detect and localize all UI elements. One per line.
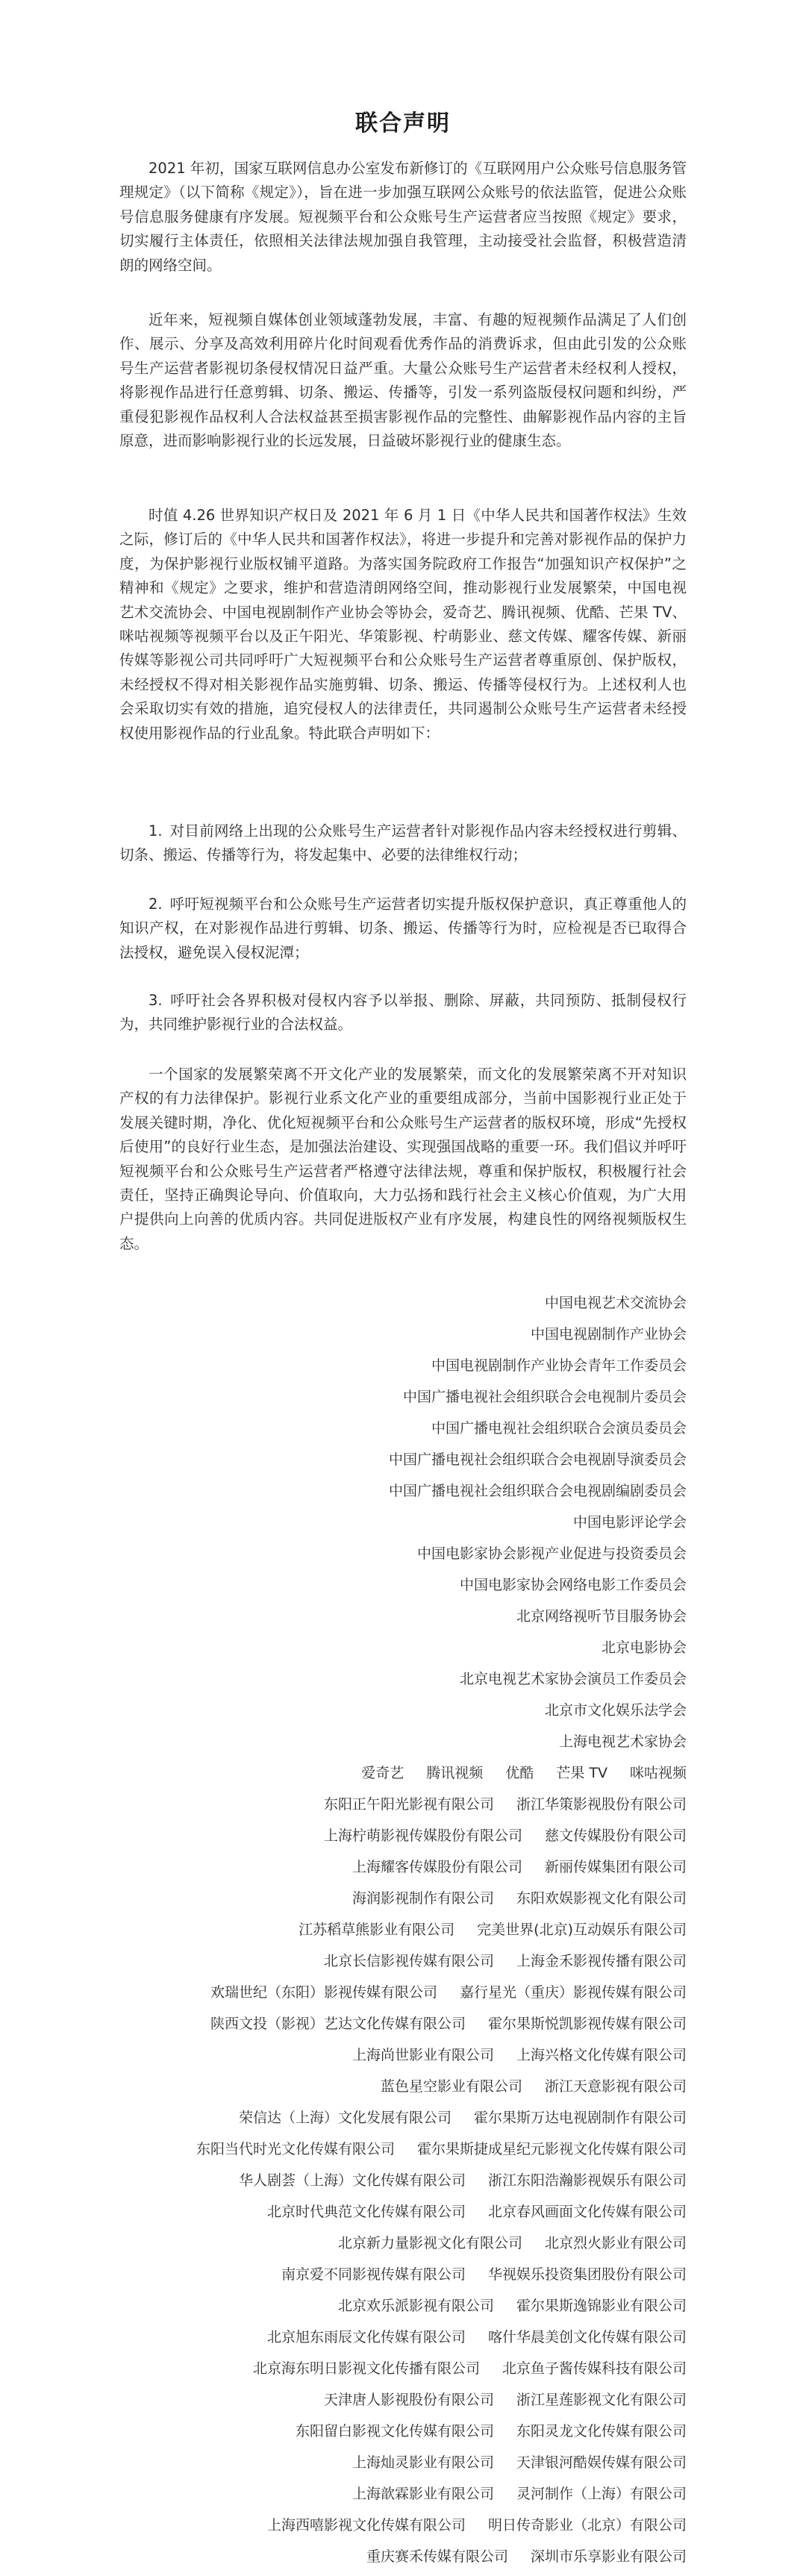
- signatory-row: [90, 2133, 687, 2165]
- signatory-name: 完美世界(北京)互动娱乐有限公司: [477, 1922, 687, 1938]
- signatory-name: 北京鱼子酱传媒科技有限公司: [502, 2360, 687, 2377]
- signatory-row: [90, 2447, 687, 2478]
- statement-item-2: 2. 呼吁短视频平台和公众账号生产运营者切实提升版权保护意识，真正尊重他人的知识产权，在对影视作品进行剪辑、切条、搬运、传播等行为时，应检视是否已取得合法授权，避免误入侵权泥潭；: [119, 895, 687, 961]
- signatory-row: [90, 2228, 687, 2259]
- signatory-name: 陕西文投（影视）艺达文化传媒有限公司: [210, 2016, 466, 2032]
- signatory-row: [90, 2384, 687, 2416]
- signatory-row: [90, 1663, 687, 1695]
- signatory-row: [90, 2165, 687, 2196]
- signatory-name: 浙江天意影视有限公司: [544, 2078, 687, 2095]
- signatory-name: 北京海东明日影视文化传播有限公司: [252, 2360, 480, 2377]
- signatory-name: 北京电视艺术家协会演员工作委员会: [459, 1671, 687, 1687]
- signatory-name: 北京时代典范文化传媒有限公司: [266, 2204, 466, 2220]
- signatory-row: [90, 1601, 687, 1632]
- signatory-row: [90, 1569, 687, 1601]
- signatory-name: 中国广播电视社会组织联合会演员委员会: [431, 1420, 687, 1437]
- signatory-name: 上海柠萌影视传媒股份有限公司: [323, 1828, 522, 1844]
- signatory-row: [90, 1538, 687, 1569]
- signatory-name: 芒果 TV: [556, 1765, 607, 1781]
- signatory-name: 中国电视剧制作产业协会青年工作委员会: [431, 1357, 687, 1374]
- signatory-row: [90, 1914, 687, 1945]
- signatory-row: [90, 2541, 687, 2572]
- signatory-name: 嘉行星光（重庆）影视传媒有限公司: [459, 1984, 687, 2001]
- signatory-name: 天津唐人影视股份有限公司: [323, 2392, 494, 2408]
- signatory-row: [90, 2008, 687, 2039]
- signatory-row: [90, 1632, 687, 1663]
- signatory-row: [90, 1381, 687, 1413]
- signatory-row: [90, 2071, 687, 2102]
- signatory-name: 深圳市乐享影业有限公司: [530, 2548, 687, 2565]
- signatory-name: 上海电视艺术家协会: [558, 1734, 687, 1750]
- signatory-row: [90, 2353, 687, 2384]
- signatory-name: 上海金禾影视传播有限公司: [516, 1953, 687, 1969]
- paragraph-occasion: 时值 4.26 世界知识产权日及 2021 年 6 月 1 日《中华人民共和国著作权法》生效之际，修订后的《中华人民共和国著作权法》，将进一步提升和完善对影视作品的保护力度，为保护影视行业版权铺平道路。为落实国务院政府工作报告“加强知识产权保护”之精神和《规定》之要求，维护和营造清朗网络空间，推动影视行业发展繁荣，中国电视艺术交流协会、中国电视剧制作产业协会等协会，爱奇艺、腾讯视频、优酷、芒果 TV、咪咕视频等视频平台以及正午阳光、华策影视、柠萌影业、慈文传媒、耀客传媒、新丽传媒等影视公司共同呼吁广大短视频平台和公众账号生产运营者尊重原创、保护版权，未经授权不得对相关影视作品实施剪辑、切条、搬运、传播等侵权行为。上述权利人也会采取切实有效的措施，追究侵权人的法律责任，共同遏制公众账号生产运营者未经授权使用影视作品的行业乱象。特此联合声明如下：: [119, 507, 687, 742]
- signatory-row: [90, 1475, 687, 1507]
- signatory-row: [90, 2322, 687, 2353]
- signatory-name: 南京爱不同影视传媒有限公司: [281, 2266, 466, 2283]
- signatory-name: 上海兴格文化传媒有限公司: [516, 2047, 687, 2063]
- signatories-list: [90, 1287, 687, 2572]
- signatory-name: 霍尔果斯捷成星纪元影视文化传媒有限公司: [416, 2141, 687, 2157]
- signatory-name: 中国广播电视社会组织联合会电视剧导演委员会: [388, 1451, 687, 1468]
- signatory-row: [90, 1977, 687, 2008]
- signatory-row: [90, 2510, 687, 2541]
- signatory-name: 北京长信影视传媒有限公司: [323, 1953, 494, 1969]
- signatory-name: 东阳正午阳光影视有限公司: [323, 1796, 494, 1813]
- signatory-name: 中国广播电视社会组织联合会电视剧编剧委员会: [388, 1483, 687, 1499]
- signatory-name: 浙江东阳浩瀚影视娱乐有限公司: [487, 2172, 687, 2189]
- signatory-row: [90, 2196, 687, 2228]
- signatory-row: [90, 2039, 687, 2071]
- signatory-name: 中国电影家协会网络电影工作委员会: [459, 1577, 687, 1593]
- signatory-name: 北京电影协会: [601, 1639, 687, 1656]
- signatory-name: 东阳当代时光文化传媒有限公司: [196, 2141, 395, 2157]
- signatory-row: [90, 2259, 687, 2290]
- signatory-name: 浙江星莲影视文化有限公司: [516, 2392, 687, 2408]
- signatory-name: 霍尔果斯万达电视剧制作有限公司: [473, 2110, 687, 2126]
- signatory-row: [90, 1319, 687, 1350]
- signatory-name: 爱奇艺: [361, 1765, 404, 1781]
- signatory-name: 慈文传媒股份有限公司: [544, 1828, 687, 1844]
- signatory-row: [90, 1695, 687, 1726]
- signatory-name: 华人剧荟（上海）文化传媒有限公司: [238, 2172, 466, 2189]
- signatory-row: [90, 1883, 687, 1914]
- signatory-name: 新丽传媒集团有限公司: [544, 1859, 687, 1875]
- signatory-row: [90, 1507, 687, 1538]
- paragraph-background: 近年来，短视频自媒体创业领域蓬勃发展，丰富、有趣的短视频作品满足了人们创作、展示、分享及高效利用碎片化时间观看优秀作品的消费诉求，但由此引发的公众账号生产运营者影视切条侵权情况日益严重。大量公众账号生产运营者未经权利人授权，将影视作品进行任意剪辑、切条、搬运、传播等，引发一系列盗版侵权问题和纠纷，严重侵犯影视作品权利人合法权益甚至损害影视作品的完整性、曲解影视作品内容的主旨原意，进而影响影视行业的长远发展，日益破坏影视行业的健康生态。: [119, 311, 687, 450]
- statement-item-3: 3. 呼吁社会各界积极对侵权内容予以举报、删除、屏蔽，共同预防、抵制侵权行为，共同维护影视行业的合法权益。: [119, 992, 687, 1034]
- paragraph-conclusion: 一个国家的发展繁荣离不开文化产业的发展繁荣，而文化的发展繁荣离不开对知识产权的有力法律保护。影视行业系文化产业的重要组成部分，当前中国影视行业正处于发展关键时期，净化、优化短视频平台和公众账号生产运营者的版权环境，形成“先授权后使用”的良好行业生态，是加强法治建设、实现强国战略的重要一环。我们倡议并呼吁短视频平台和公众账号生产运营者严格遵守法律法规，尊重和保护版权，积极履行社会责任，坚持正确舆论导向、价值取向，大力弘扬和践行社会主义核心价值观，为广大用户提供向上向善的优质内容。共同促进版权产业有序发展，构建良性的网络视频版权生态。: [119, 1066, 687, 1252]
- signatory-row: [90, 2102, 687, 2133]
- signatory-name: 中国广播电视社会组织联合会电视制片委员会: [402, 1389, 687, 1405]
- signatory-name: 华视娱乐投资集团股份有限公司: [487, 2266, 687, 2283]
- signatory-row: [90, 1350, 687, 1381]
- signatory-name: 海润影视制作有限公司: [352, 1890, 494, 1907]
- signatory-name: 优酷: [505, 1765, 534, 1781]
- signatory-name: 东阳留白影视文化传媒有限公司: [295, 2423, 494, 2439]
- signatory-name: 天津银河酷娱传媒有限公司: [516, 2454, 687, 2471]
- signatory-name: 东阳灵龙文化传媒有限公司: [516, 2423, 687, 2439]
- signatory-name: 咪咕视频: [629, 1765, 687, 1781]
- signatory-name: 明日传奇影业（北京）有限公司: [487, 2517, 687, 2533]
- signatory-row: [90, 2290, 687, 2322]
- signatory-name: 上海灿灵影业有限公司: [352, 2454, 494, 2471]
- document-title: 联合声明: [355, 110, 451, 137]
- signatory-name: 重庆赛禾传媒有限公司: [366, 2548, 508, 2565]
- signatory-row: [90, 1287, 687, 1319]
- signatory-name: 北京烈火影业有限公司: [544, 2235, 687, 2251]
- signatory-name: 上海耀客传媒股份有限公司: [352, 1859, 522, 1875]
- signatory-name: 浙江华策影视股份有限公司: [516, 1796, 687, 1813]
- signatory-name: 中国电影家协会影视产业促进与投资委员会: [416, 1545, 687, 1562]
- signatory-name: 喀什华晨美创文化传媒有限公司: [487, 2329, 687, 2345]
- signatory-row: [90, 2416, 687, 2447]
- signatory-row: [90, 1851, 687, 1883]
- signatory-name: 中国电影评论学会: [572, 1514, 687, 1531]
- signatory-name: 东阳欢娱影视文化有限公司: [516, 1890, 687, 1907]
- signatory-row: [90, 1726, 687, 1757]
- signatory-name: 霍尔果斯悦凯影视传媒有限公司: [487, 2016, 687, 2032]
- signatory-name: 荣信达（上海）文化发展有限公司: [238, 2110, 452, 2126]
- signatory-name: 欢瑞世纪（东阳）影视传媒有限公司: [210, 1984, 437, 2001]
- signatory-name: 中国电视艺术交流协会: [544, 1295, 687, 1311]
- signatory-row: [90, 1945, 687, 1977]
- signatory-row: [90, 1413, 687, 1444]
- signatory-name: 蓝色星空影业有限公司: [380, 2078, 522, 2095]
- signatory-name: 上海西嘻影视文化传媒有限公司: [266, 2517, 466, 2533]
- signatory-name: 腾讯视频: [426, 1765, 484, 1781]
- signatory-row: [90, 1789, 687, 1820]
- paragraph-intro: 2021 年初，国家互联网信息办公室发布新修订的《互联网用户公众账号信息服务管理规定》（以下简称《规定》），旨在进一步加强互联网公众账号的依法监管，促进公众账号信息服务健康有序发展。短视频平台和公众账号生产运营者应当按照《规定》要求，切实履行主体责任，依照相关法律法规加强自我管理，主动接受社会监督，积极营造清朗的网络空间。: [119, 160, 687, 274]
- signatory-name: 北京新力量影视文化有限公司: [337, 2235, 522, 2251]
- signatory-name: 上海尚世影业有限公司: [352, 2047, 494, 2063]
- signatory-name: 中国电视剧制作产业协会: [530, 1326, 687, 1342]
- signatory-row: [90, 2478, 687, 2510]
- signatory-name: 北京春风画面文化传媒有限公司: [487, 2204, 687, 2220]
- signatory-name: 北京市文化娱乐法学会: [544, 1702, 687, 1719]
- signatory-name: 灵河制作（上海）有限公司: [516, 2486, 687, 2502]
- signatory-row: [90, 1444, 687, 1475]
- signatory-row: [90, 1820, 687, 1851]
- signatory-name: 北京旭东雨辰文化传媒有限公司: [266, 2329, 466, 2345]
- statement-item-1: 1. 对目前网络上出现的公众账号生产运营者针对影视作品内容未经授权进行剪辑、切条、搬运、传播等行为，将发起集中、必要的法律维权行动；: [119, 822, 687, 864]
- signatory-name: 上海歆霖影业有限公司: [352, 2486, 494, 2502]
- signatory-row: [90, 1757, 687, 1789]
- signatory-name: 霍尔果斯逸锦影业有限公司: [516, 2298, 687, 2314]
- signatory-name: 北京欢乐派影视有限公司: [337, 2298, 494, 2314]
- signatory-name: 北京网络视听节目服务协会: [516, 1608, 687, 1625]
- signatory-name: 江苏稻草熊影业有限公司: [299, 1922, 455, 1938]
